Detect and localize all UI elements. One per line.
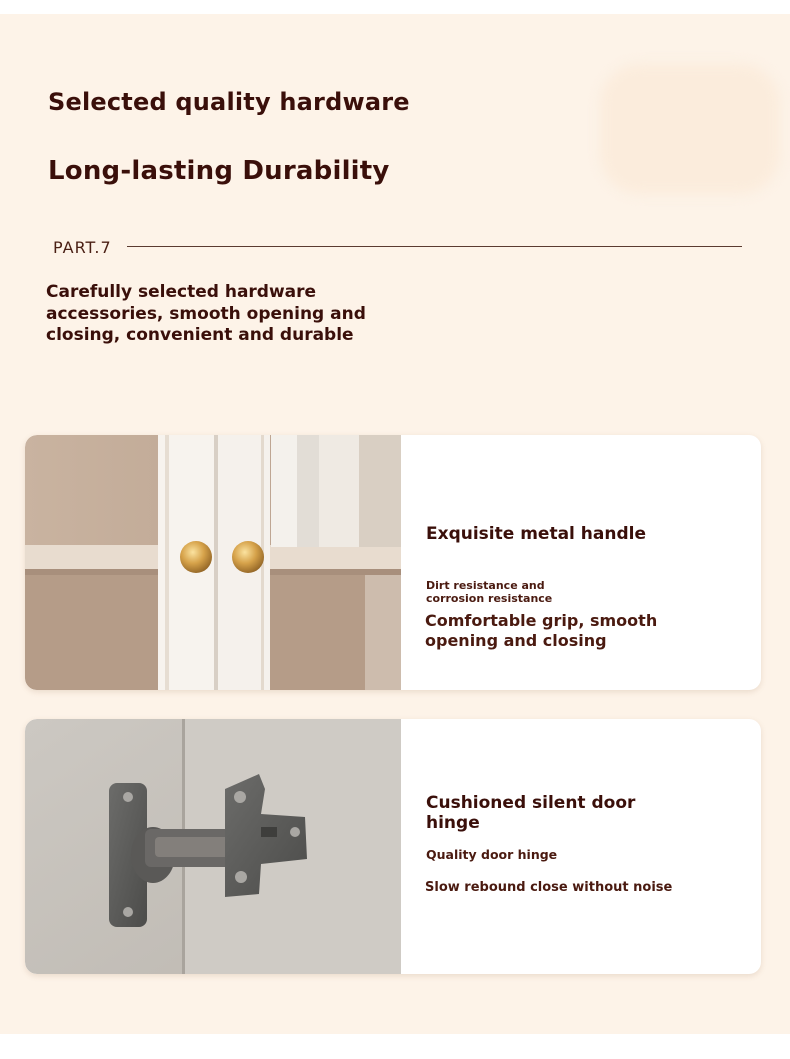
feature-detail-hinge: Slow rebound close without noise: [425, 880, 673, 895]
intro-text: Carefully selected hardware accessories, smooth opening and closing, convenient and durable: [46, 282, 366, 345]
feature-subtitle-handle: Dirt resistance and corrosion resistance: [426, 579, 553, 605]
feature-card-hinge: [25, 719, 761, 974]
gold-knob-handles-photo: [25, 435, 401, 690]
feature-detail-handle: Comfortable grip, smooth opening and closing: [425, 611, 658, 650]
feature-card-handle: [25, 435, 761, 690]
divider-line: [127, 246, 742, 247]
heading-selected-quality: Selected quality hardware: [48, 88, 410, 116]
heading-durability: Long-lasting Durability: [48, 156, 390, 186]
part-label: PART.7: [53, 238, 112, 257]
feature-subtitle-hinge: Quality door hinge: [426, 847, 558, 862]
cabinet-hinge-photo: [25, 719, 401, 974]
product-detail-page: [0, 14, 790, 1034]
feature-title-handle: Exquisite metal handle: [426, 524, 646, 544]
feature-title-hinge: Cushioned silent door hinge: [426, 793, 636, 833]
background-glow: [600, 64, 780, 194]
